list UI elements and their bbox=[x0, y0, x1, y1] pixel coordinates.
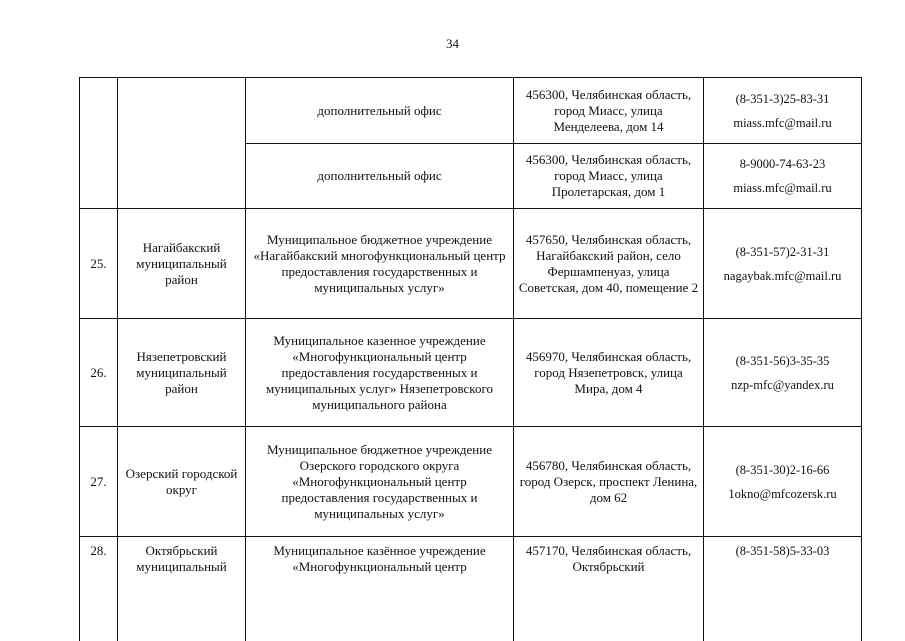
contact-cell bbox=[704, 78, 862, 144]
organization-cell: Муниципальное бюджетное учреждение «Нагайбакский многофункциональный центр предоставления государственных и муниципальных услуг» bbox=[246, 209, 514, 319]
page-number: 34 bbox=[446, 36, 459, 51]
phone-number: (8-351-30)2-16-66 bbox=[735, 462, 830, 477]
table-row bbox=[80, 319, 862, 427]
table-row bbox=[80, 537, 862, 641]
email-address: 1okno@mfcozersk.ru bbox=[728, 486, 837, 501]
address-cell: 456970, Челябинская область, город Нязепетровск, улица Мира, дом 4 bbox=[514, 319, 704, 427]
email-address: miass.mfc@mail.ru bbox=[733, 181, 832, 195]
phone-number: (8-351-56)3-35-35 bbox=[735, 353, 830, 368]
organization-cell: Муниципальное казенное учреждение «Многофункциональный центр предоставления государственных и муниципальных услуг» Нязепетровского муниципального района bbox=[246, 319, 514, 427]
mfc-offices-table bbox=[79, 77, 862, 641]
district-cell: Октябрьский муниципальный bbox=[118, 537, 246, 641]
contact-cell bbox=[704, 209, 862, 319]
email-address: nzp-mfc@yandex.ru bbox=[731, 377, 834, 392]
address-cell: 457650, Челябинская область, Нагайбакский район, село Фершампенуаз, улица Советская, дом 40, помещение 2 bbox=[514, 209, 704, 319]
phone-number: 8-9000-74-63-23 bbox=[739, 157, 826, 171]
address-cell: 456300, Челябинская область, город Миасс, улица Пролетарская, дом 1 bbox=[514, 144, 704, 209]
address-cell: 456780, Челябинская область, город Озерск, проспект Ленина, дом 62 bbox=[514, 427, 704, 537]
district-cell: Нагайбакский муниципальный район bbox=[118, 209, 246, 319]
district-cell bbox=[118, 78, 246, 209]
row-number-cell: 27. bbox=[80, 427, 118, 537]
address-cell: 456300, Челябинская область, город Миасс, улица Менделеева, дом 14 bbox=[514, 78, 704, 144]
row-number-cell: 28. bbox=[80, 537, 118, 641]
table-row bbox=[80, 78, 862, 144]
email-address: nagaybak.mfc@mail.ru bbox=[723, 268, 842, 283]
row-number-cell: 25. bbox=[80, 209, 118, 319]
email-address: miass.mfc@mail.ru bbox=[733, 115, 832, 130]
phone-number: (8-351-57)2-31-31 bbox=[735, 244, 830, 259]
contact-cell bbox=[704, 537, 862, 641]
contact-cell bbox=[704, 144, 862, 209]
row-number-cell bbox=[80, 78, 118, 209]
contact-cell bbox=[704, 427, 862, 537]
contact-cell bbox=[704, 319, 862, 427]
district-cell: Озерский городской округ bbox=[118, 427, 246, 537]
phone-number: (8-351-3)25-83-31 bbox=[735, 91, 830, 106]
organization-cell: Муниципальное казённое учреждение «Многофункциональный центр bbox=[246, 537, 514, 641]
table-row bbox=[80, 427, 862, 537]
phone-number: (8-351-58)5-33-03 bbox=[735, 544, 830, 558]
district-cell: Нязепетровский муниципальный район bbox=[118, 319, 246, 427]
organization-cell: дополнительный офис bbox=[246, 78, 514, 144]
organization-cell: Муниципальное бюджетное учреждение Озерского городского округа «Многофункциональный центр предоставления государственных и муниципальных услуг» bbox=[246, 427, 514, 537]
row-number-cell: 26. bbox=[80, 319, 118, 427]
organization-cell: дополнительный офис bbox=[246, 144, 514, 209]
table-row bbox=[80, 209, 862, 319]
address-cell: 457170, Челябинская область, Октябрьский bbox=[514, 537, 704, 641]
